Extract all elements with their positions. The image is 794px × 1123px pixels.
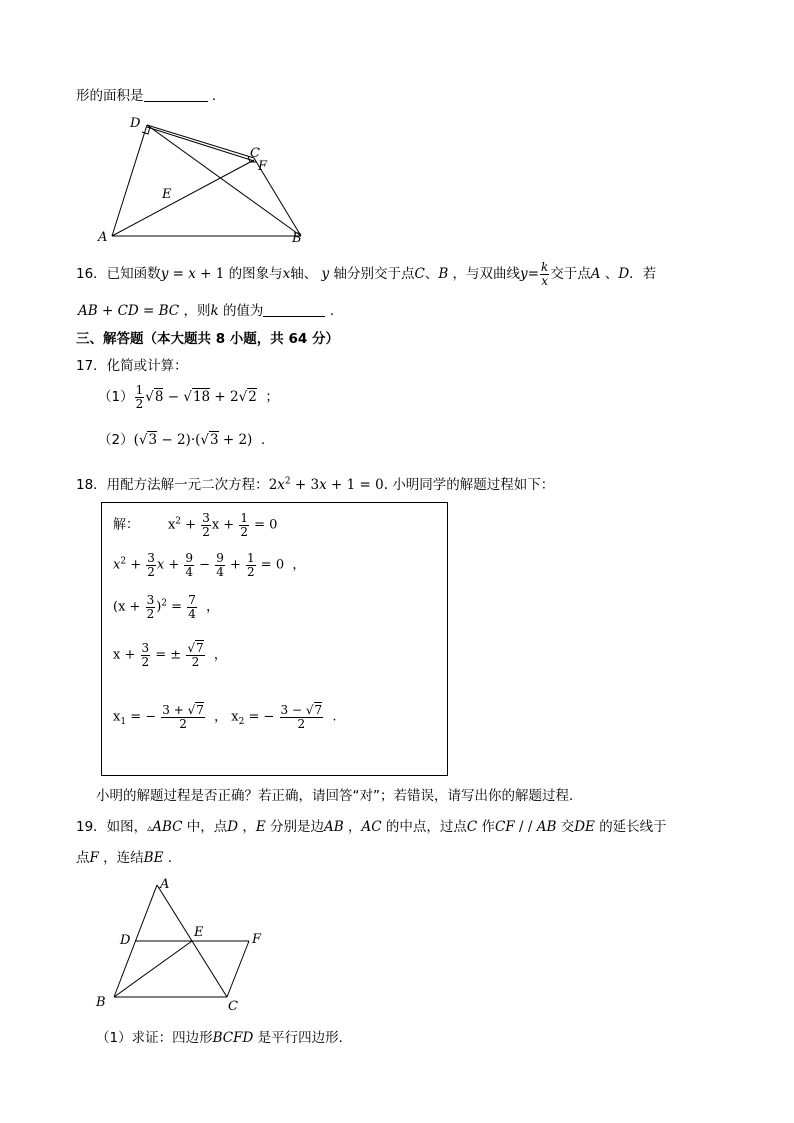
solution-box <box>101 502 448 776</box>
label-A: A <box>98 230 108 245</box>
label-B: B <box>96 995 106 1010</box>
figure-q19 <box>90 874 280 1016</box>
label-D: D <box>120 933 131 948</box>
label-A: A <box>160 877 170 892</box>
q16-line1: 16．已知函数y = x + 1 的图象与x轴、 y 轴分别交于点C、B ，与双曲线y= $\frac{k}{x}$ 交于点A 、D．若 <box>76 259 657 288</box>
answer-blank <box>263 316 325 317</box>
q17-part2: （2）(√3 − 2)·(√3 + 2) . <box>98 432 266 448</box>
label-B: B <box>292 231 302 246</box>
label-E: E <box>194 925 204 940</box>
figure-q15 <box>90 110 320 250</box>
label-E: E <box>162 187 172 202</box>
label-C: C <box>228 999 238 1014</box>
sol-line2: $x^2$ + $\frac{3}{2}$ x + $\frac{9}{4}$ − $\frac{9}{4}$ + $\frac{1}{2}$ = 0 ， <box>113 551 306 579</box>
section-title: 三、解答题（本大题共 8 小题，共 64 分） <box>76 331 339 347</box>
label-F: F <box>252 932 262 947</box>
q19-part1: （1）求证：四边形BCFD 是平行四边形． <box>96 1030 353 1046</box>
answer-blank <box>144 101 208 102</box>
sol-line1: 解： $x^2$ + $\frac{3}{2}$ x + $\frac{1}{2}$ = 0 <box>113 511 278 539</box>
q17-part1: （1） $\frac{1}{2}$ √8 − √18 + 2√2 ； <box>98 383 279 411</box>
q19-line1: 19．如图，▵ABC 中，点D ，E 分别是边AB ，AC 的中点，过点C 作CF / / AB 交DE 的延长线于 <box>76 819 667 835</box>
q15-tail: 形的面积是 . <box>76 88 217 104</box>
label-C: C <box>250 146 260 161</box>
q18-question: 小明的解题过程是否正确？若正确，请回答“对”；若错误，请写出你的解题过程． <box>96 788 583 804</box>
q18-title: 18．用配方法解一元二次方程：$2x^2 + 3x + 1 = 0$. 小明同学的解题过程如下： <box>76 476 555 493</box>
label-D: D <box>130 116 141 131</box>
q17-title: 17．化简或计算： <box>76 358 188 374</box>
sol-line4: x + $\frac{3}{2}$ = ± $\frac{√7}{2}$ ， <box>113 641 227 669</box>
sol-line5: $x_1$ = − $\frac{3 + √7}{2}$ ， $x_2$ = − $\frac{3 - √7}{2}$ . <box>113 703 337 731</box>
label-F: F <box>258 159 268 174</box>
sol-line3: (x + $\frac{3}{2}$ )$^2$ = $\frac{7}{4}$ ， <box>113 593 220 621</box>
q16-line2: AB + CD = BC ，则k 的值为 . <box>78 303 335 319</box>
q19-line2: 点F ，连结BE . <box>76 850 173 866</box>
